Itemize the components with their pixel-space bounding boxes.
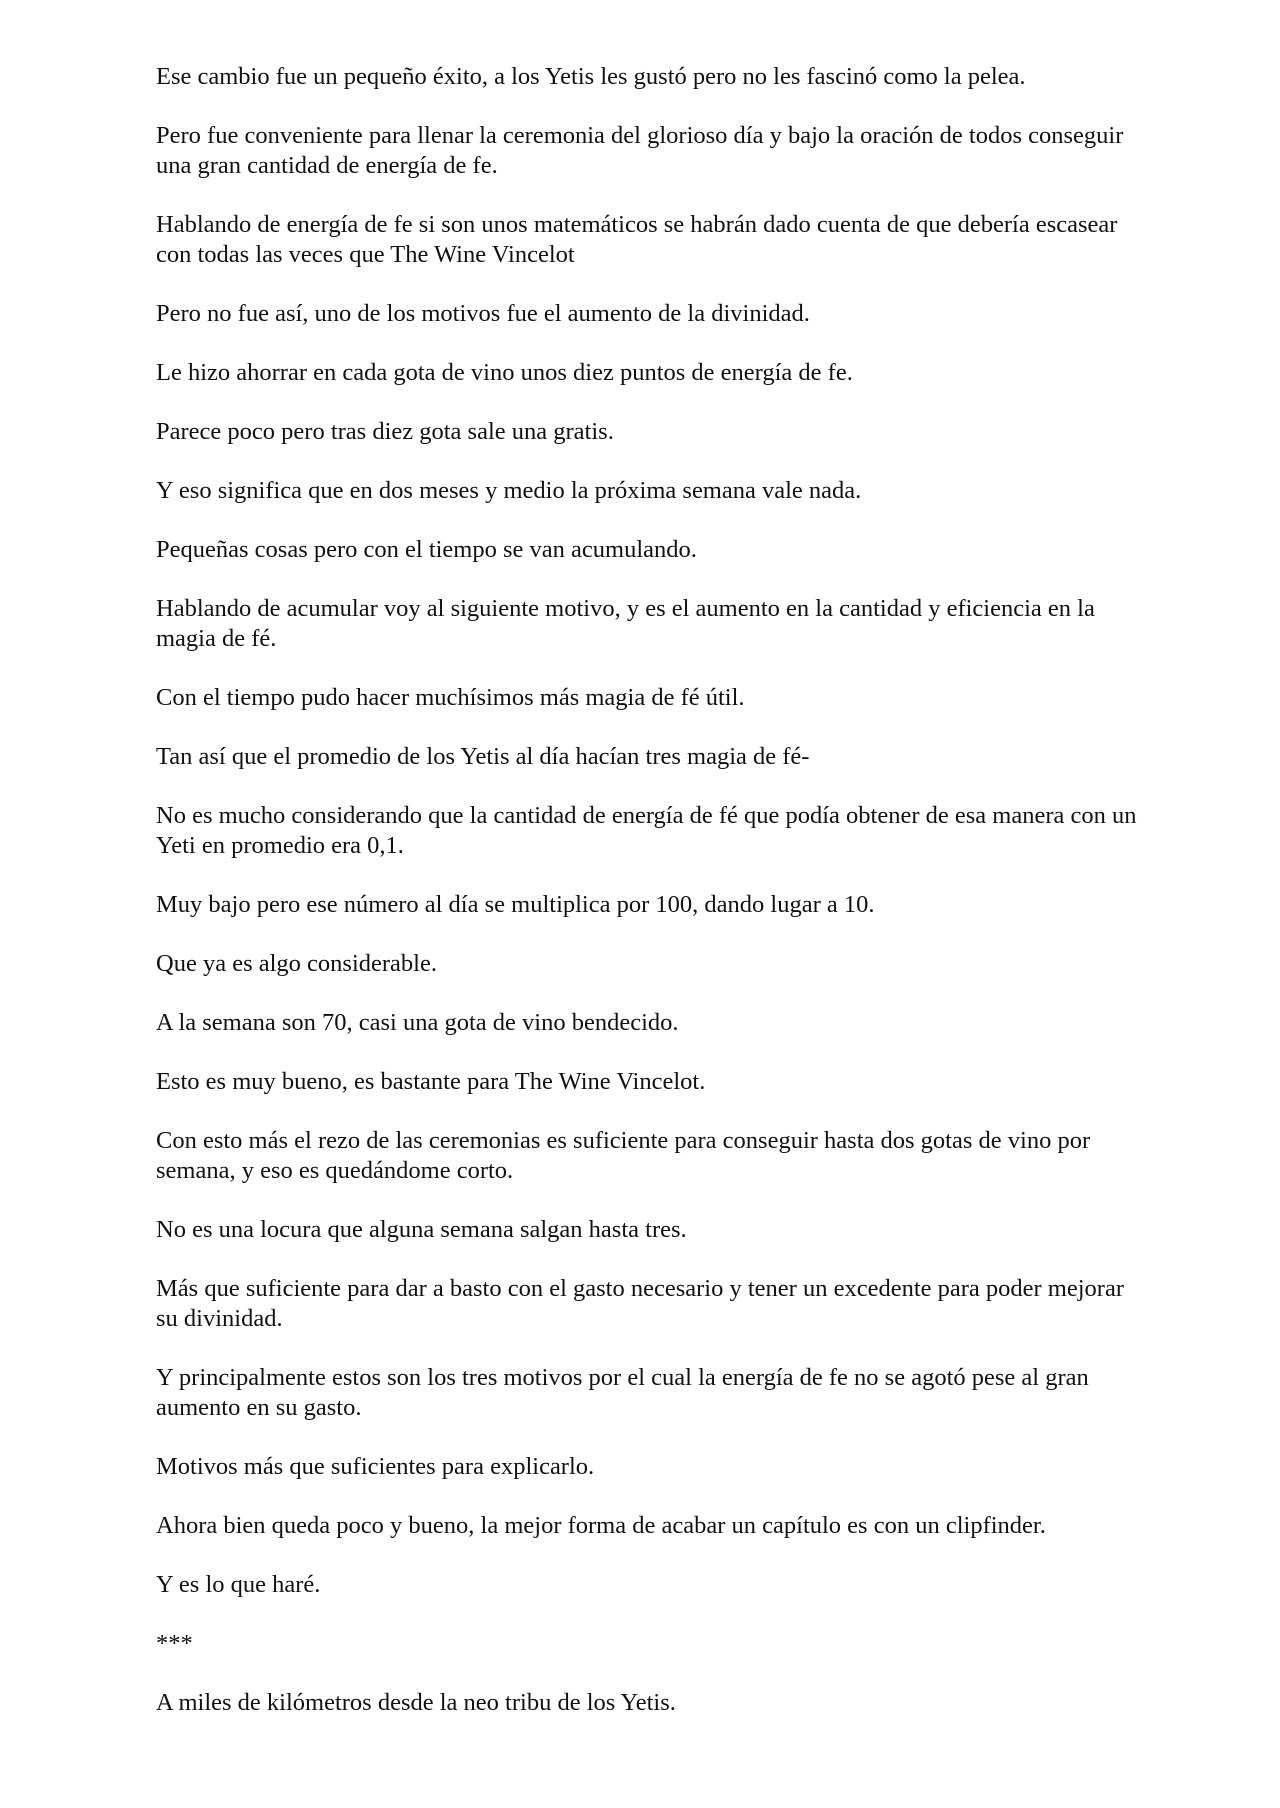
paragraph-19: Más que suficiente para dar a basto con el gasto necesario y tener un excedente para poder mejorar su divinidad. (156, 1275, 1124, 1332)
document-page (156, 62, 1141, 1747)
paragraph-22: Ahora bien queda poco y bueno, la mejor forma de acabar un capítulo es con un clipfinder. (156, 1512, 1046, 1539)
paragraph-12: No es mucho considerando que la cantidad de energía de fé que podía obtener de esa manera con un Yeti en promedio era 0,1. (156, 802, 1137, 859)
paragraph-5: Le hizo ahorrar en cada gota de vino unos diez puntos de energía de fe. (156, 359, 853, 386)
paragraph-10: Con el tiempo pudo hacer muchísimos más magia de fé útil. (156, 684, 745, 711)
paragraph-15: A la semana son 70, casi una gota de vino bendecido. (156, 1009, 679, 1036)
paragraph-2: Pero fue conveniente para llenar la ceremonia del glorioso día y bajo la oración de todos conseguir una gran cantidad de energía de fe. (156, 122, 1124, 179)
paragraph-16: Esto es muy bueno, es bastante para The Wine Vincelot. (156, 1068, 706, 1095)
paragraph-11: Tan así que el promedio de los Yetis al día hacían tres magia de fé- (156, 743, 810, 770)
paragraph-20: Y principalmente estos son los tres motivos por el cual la energía de fe no se agotó pese al gran aumento en su gasto. (156, 1364, 1089, 1421)
paragraph-23: Y es lo que haré. (156, 1571, 321, 1598)
paragraph-13: Muy bajo pero ese número al día se multiplica por 100, dando lugar a 10. (156, 891, 875, 918)
paragraph-21: Motivos más que suficientes para explicarlo. (156, 1453, 595, 1480)
paragraph-6: Parece poco pero tras diez gota sale una gratis. (156, 418, 614, 445)
paragraph-3: Hablando de energía de fe si son unos matemáticos se habrán dado cuenta de que debería escasear con todas las veces que The Wine Vincelot (156, 211, 1118, 268)
scene-break: *** (156, 1630, 193, 1657)
paragraph-7: Y eso significa que en dos meses y medio la próxima semana vale nada. (156, 477, 862, 504)
paragraph-4: Pero no fue así, uno de los motivos fue el aumento de la divinidad. (156, 300, 810, 327)
paragraph-8: Pequeñas cosas pero con el tiempo se van acumulando. (156, 536, 697, 563)
paragraph-18: No es una locura que alguna semana salgan hasta tres. (156, 1216, 687, 1243)
paragraph-17: Con esto más el rezo de las ceremonias es suficiente para conseguir hasta dos gotas de vino por semana, y eso es quedándome corto. (156, 1127, 1091, 1184)
paragraph-24: A miles de kilómetros desde la neo tribu de los Yetis. (156, 1689, 676, 1716)
paragraph-9: Hablando de acumular voy al siguiente motivo, y es el aumento en la cantidad y eficiencia en la magia de fé. (156, 595, 1095, 652)
paragraph-14: Que ya es algo considerable. (156, 950, 437, 977)
paragraph-1: Ese cambio fue un pequeño éxito, a los Yetis les gustó pero no les fascinó como la pelea. (156, 63, 1026, 90)
